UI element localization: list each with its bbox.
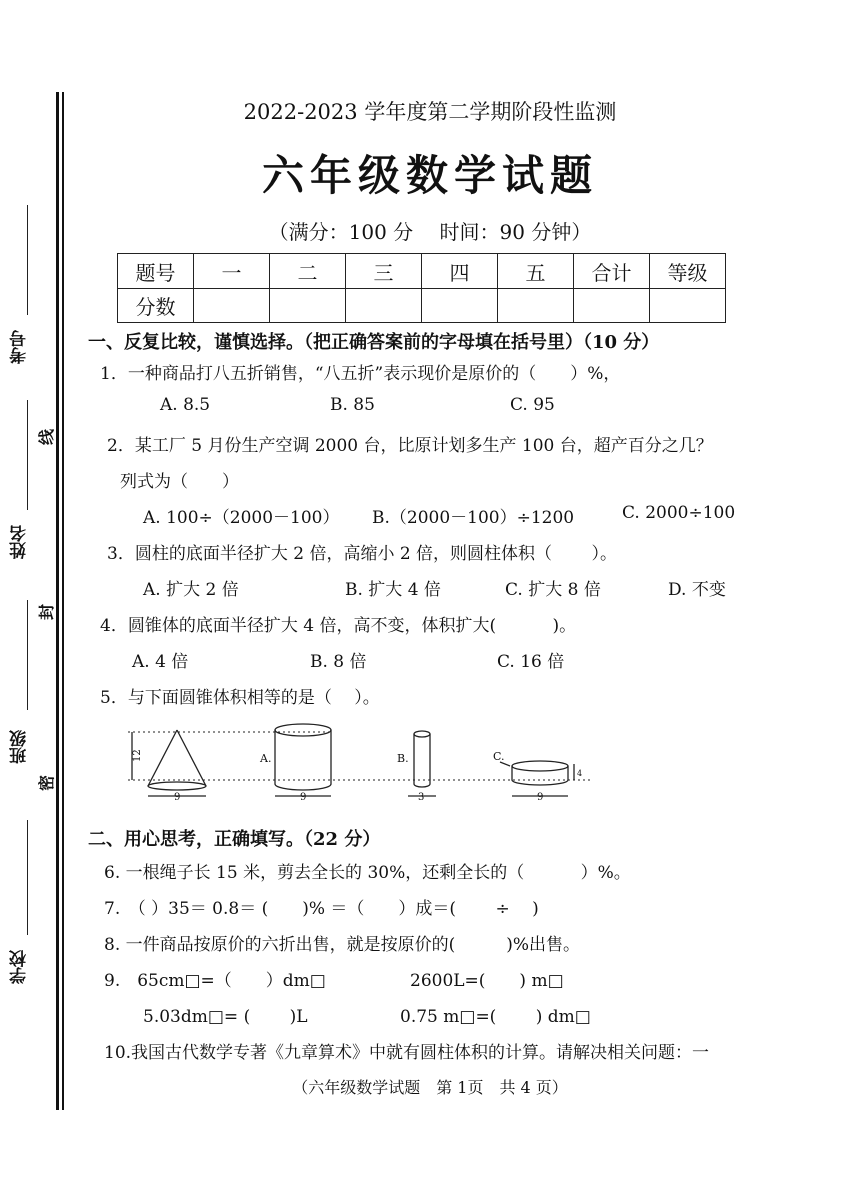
score-header-cell: 一 bbox=[194, 254, 270, 289]
cyl-c-height-label: 4 bbox=[577, 769, 583, 778]
exam-meta: （满分：100 分 时间：90 分钟） bbox=[268, 220, 592, 244]
cyl-a-base-label: 9 bbox=[300, 792, 307, 802]
question-2-line2: 列式为（ ） bbox=[120, 472, 239, 492]
score-header-cell: 合计 bbox=[574, 254, 650, 289]
cone-height-label: 12 bbox=[132, 749, 143, 762]
q3-option-a: A. 扩大 2 倍 bbox=[143, 580, 239, 600]
option-c-label: C. bbox=[493, 750, 505, 763]
seal-char-seal: 封 bbox=[37, 604, 56, 621]
q1-option-c: C. 95 bbox=[510, 395, 555, 415]
score-blank-cell[interactable] bbox=[498, 289, 574, 323]
margin-blank-line bbox=[27, 820, 28, 935]
q2-option-a: A. 100÷（2000－100） bbox=[143, 508, 340, 528]
margin-label-class: 班级 bbox=[10, 730, 30, 764]
margin-label-school: 学校 bbox=[10, 950, 30, 984]
score-row-label: 分数 bbox=[118, 289, 194, 323]
score-blank-cell[interactable] bbox=[422, 289, 498, 323]
margin-blank-line bbox=[27, 600, 28, 710]
score-table bbox=[117, 253, 726, 323]
q3-option-b: B. 扩大 4 倍 bbox=[345, 580, 441, 600]
score-header-cell: 等级 bbox=[650, 254, 726, 289]
cyl-b-base-label: 3 bbox=[418, 792, 425, 802]
question-9a: 9. 65cm□=（ ）dm□ bbox=[104, 971, 326, 991]
exam-subtitle: 2022-2023 学年度第二学期阶段性监测 bbox=[243, 100, 617, 124]
question-1: 1．一种商品打八五折销售，“八五折”表示现价是原价的（ ）%， bbox=[100, 364, 621, 384]
page-footer: （六年级数学试题 第 1页 共 4 页） bbox=[292, 1078, 568, 1097]
question-10: 10.我国古代数学专著《九章算术》中就有圆柱体积的计算。请解决相关问题：一 bbox=[104, 1043, 710, 1063]
question-6: 6. 一根绳子长 15 米，剪去全长的 30%，还剩全长的（ ）%。 bbox=[104, 863, 631, 883]
score-blank-cell[interactable] bbox=[270, 289, 346, 323]
q5-figure bbox=[120, 718, 600, 802]
option-a-label: A. bbox=[260, 752, 272, 765]
cyl-c-base-label: 9 bbox=[537, 792, 544, 802]
score-header-cell: 四 bbox=[422, 254, 498, 289]
score-blank-cell[interactable] bbox=[194, 289, 270, 323]
q2-option-b: B.（2000－100）÷1200 bbox=[372, 508, 575, 528]
score-blank-cell[interactable] bbox=[650, 289, 726, 323]
score-header-label: 题号 bbox=[118, 254, 194, 289]
q4-option-a: A. 4 倍 bbox=[132, 652, 189, 672]
question-7: 7. （ ）35＝ 0.8＝ ( )% ＝（ ）成＝( ÷ ) bbox=[104, 899, 539, 919]
question-3: 3．圆柱的底面半径扩大 2 倍，高缩小 2 倍，则圆柱体积（ ）。 bbox=[107, 544, 617, 564]
cone-base-label: 9 bbox=[174, 792, 181, 802]
question-9c: 5.03dm□= ( )L bbox=[143, 1007, 308, 1027]
question-9d: 0.75 m□=( ) dm□ bbox=[400, 1007, 591, 1027]
question-5: 5．与下面圆锥体积相等的是（ ）。 bbox=[100, 688, 380, 708]
margin-blank-line bbox=[27, 400, 28, 510]
q4-option-b: B. 8 倍 bbox=[310, 652, 367, 672]
question-9b: 2600L=( ) m□ bbox=[410, 971, 564, 991]
exam-title: 六年级数学试题 bbox=[261, 151, 598, 200]
section1-heading: 一、反复比较，谨慎选择。（把正确答案前的字母填在括号里）（10 分） bbox=[88, 332, 660, 353]
q2-option-c: C. 2000÷100 bbox=[622, 503, 736, 523]
score-header-cell: 五 bbox=[498, 254, 574, 289]
score-header-cell: 三 bbox=[346, 254, 422, 289]
margin-label-name: 姓名 bbox=[10, 525, 30, 559]
q3-option-c: C. 扩大 8 倍 bbox=[505, 580, 601, 600]
question-8: 8. 一件商品按原价的六折出售，就是按原价的( )%出售。 bbox=[104, 935, 581, 955]
score-blank-cell[interactable] bbox=[574, 289, 650, 323]
question-2: 2．某工厂 5 月份生产空调 2000 台，比原计划多生产 100 台，超产百分之几？ bbox=[107, 436, 713, 456]
seal-char-secret: 密 bbox=[37, 775, 56, 792]
q1-option-b: B. 85 bbox=[330, 395, 375, 415]
question-4: 4．圆锥体的底面半径扩大 4 倍，高不变，体积扩大( )。 bbox=[100, 616, 577, 636]
q1-option-a: A. 8.5 bbox=[160, 395, 211, 415]
score-header-cell: 二 bbox=[270, 254, 346, 289]
option-b-label: B. bbox=[397, 752, 409, 765]
q4-option-c: C. 16 倍 bbox=[497, 652, 565, 672]
seal-char-line: 线 bbox=[37, 429, 56, 446]
score-blank-cell[interactable] bbox=[346, 289, 422, 323]
section2-heading: 二、用心思考，正确填写。（22 分） bbox=[88, 829, 381, 850]
q3-option-d: D. 不变 bbox=[668, 580, 726, 600]
margin-label-exam-no: 考号 bbox=[10, 330, 30, 364]
